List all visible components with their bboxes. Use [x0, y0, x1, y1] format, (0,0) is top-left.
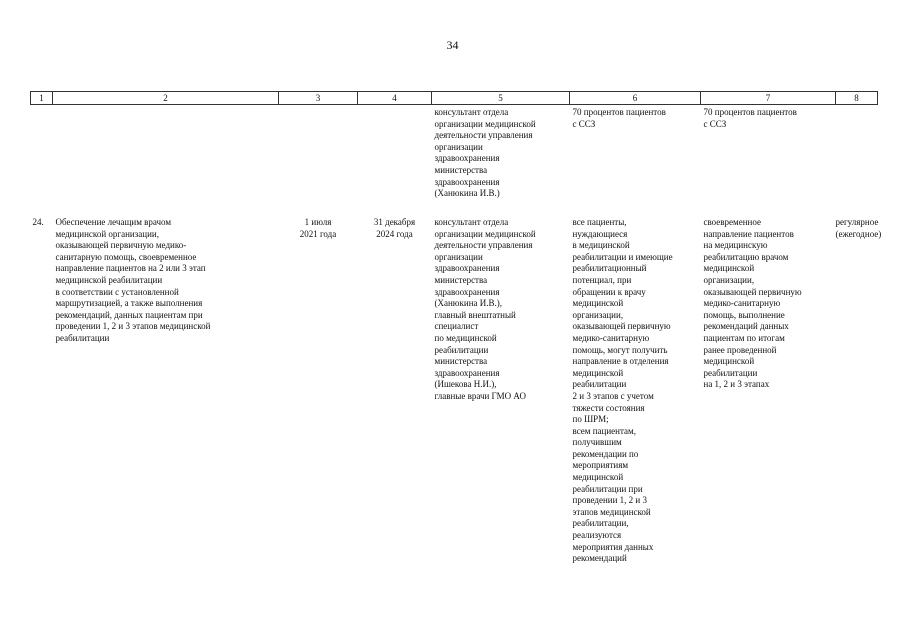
cell-regularity: регулярное (ежегодное) [835, 217, 882, 239]
cell-measure [53, 105, 279, 218]
table-row-24 [31, 217, 878, 565]
cell-start-date: 1 июля 2021 года [299, 217, 337, 239]
cell-result: 70 процентов пациентов с ССЗ [703, 107, 797, 129]
cell-responsible: консультант отдела организации медицинской деятельности управления организации здравоохранения министерства здравоохранения (Ханюкина И.В.), главный внештатный специалист по медицинской реабилитации министерства здравоохранения (Ишекова Н.И.), главные врачи ГМО АО [434, 217, 536, 401]
cell-end-date: 31 декабря 2024 года [373, 217, 416, 239]
column-header-5: 5 [432, 92, 570, 105]
column-header-3: 3 [279, 92, 358, 105]
column-header-8: 8 [836, 92, 878, 105]
cell-result: своевременное направление пациентов на медицинскую реабилитацию врачом медицинской организации, оказывающей первичную медико-санитарную помощь, выполнение рекомендаций данных пациентам по итогам ранее проведенной медицинской реабилитации на 1, 2 и 3 этапах [703, 217, 802, 390]
cell-end-date [358, 105, 432, 218]
column-number-row [31, 92, 878, 105]
column-header-7: 7 [701, 92, 836, 105]
cell-number: 24. [32, 217, 44, 227]
cell-characteristic: все пациенты, нуждающиеся в медицинской реабилитации и имеющие реабилитационный потенциал, при обращении к врачу медицинской организации, оказывающей первичную медико-санитарную помощь, могут получить направление в отделения медицинской реабилитации 2 и 3 этапов с учетом тяжести состояния по ШРМ; всем пациентам, получившим рекомендации по мероприятиям медицинской реабилитации при проведении 1, 2 и 3 этапов медицинской реабилитации, реализуются мероприятия данных рекомендаций [572, 217, 673, 564]
column-header-4: 4 [358, 92, 432, 105]
page-number: 34 [446, 38, 459, 52]
plan-table [30, 91, 882, 565]
cell-responsible: консультант отдела организации медицинской деятельности управления организации здравоохранения министерства здравоохранения (Ханюкина И.В.) [434, 107, 536, 199]
cell-characteristic: 70 процентов пациентов с ССЗ [572, 107, 666, 129]
column-header-2: 2 [53, 92, 279, 105]
column-header-1: 1 [31, 92, 53, 105]
cell-number [31, 105, 53, 218]
cell-measure: Обеспечение лечащим врачом медицинской организации, оказывающей первичную медико- санитарную помощь, своевременное направление пациентов на 2 или 3 этап медицинской реабилитации в соответствии с установленной маршрутизацией, а также выполнения рекомендаций, данных пациентам при проведении 1, 2 и 3 этапов медицинской реабилитации [55, 217, 211, 343]
column-header-6: 6 [570, 92, 701, 105]
cell-regularity [836, 105, 878, 218]
table-row-continuation [31, 105, 878, 218]
cell-start-date [279, 105, 358, 218]
